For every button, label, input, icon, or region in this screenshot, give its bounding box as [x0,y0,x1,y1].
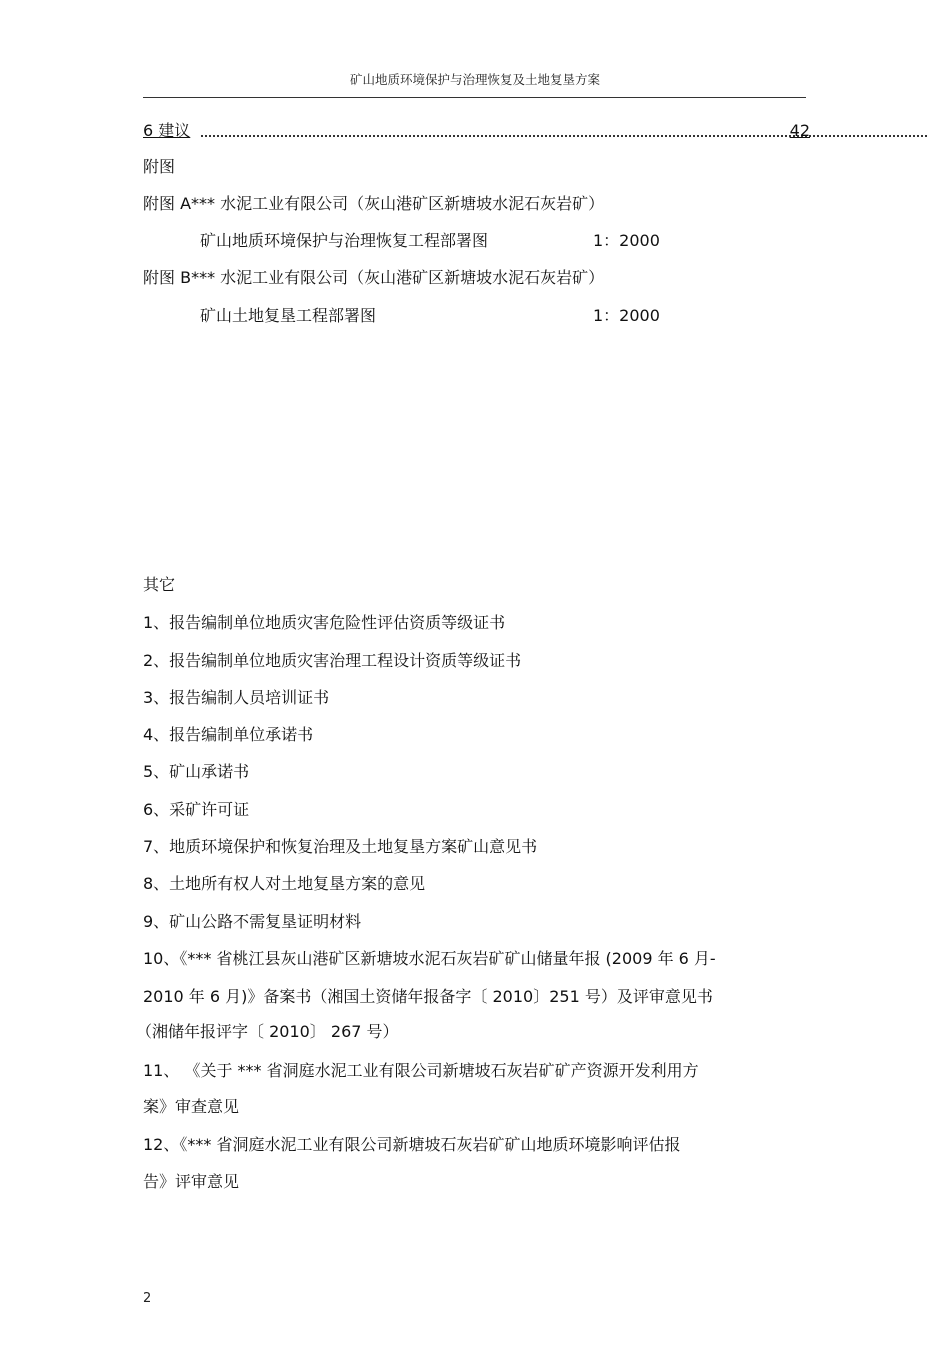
others-item-continued: （湘储年报评字〔 2010〕 267 号） [136,1022,399,1041]
others-item: 8、土地所有权人对土地复垦方案的意见 [143,874,426,893]
others-item: 3、报告编制人员培训证书 [143,688,330,707]
others-item-continued: 告》评审意见 [143,1172,240,1191]
others-item: 12、《*** 省洞庭水泥工业有限公司新塘坡石灰岩矿矿山地质环境影响评估报 [143,1135,681,1154]
appendix-figure-a-title: 附图 A*** 水泥工业有限公司（灰山港矿区新塘坡水泥石灰岩矿） [143,194,605,213]
others-item: 7、地质环境保护和恢复治理及土地复垦方案矿山意见书 [143,837,538,856]
appendix-figures-heading: 附图 [143,157,176,176]
appendix-figure-a-subtitle: 矿山地质环境保护与治理恢复工程部署图 [200,231,489,250]
others-item: 2、报告编制单位地质灾害治理工程设计资质等级证书 [143,651,522,670]
appendix-figure-b-title: 附图 B*** 水泥工业有限公司（灰山港矿区新塘坡水泥石灰岩矿） [143,268,605,287]
running-header-title: 矿山地质环境保护与治理恢复及土地复垦方案 [349,72,600,87]
others-item-continued: 2010 年 6 月)》备案书（湘国土资储年报备字〔 2010〕251 号）及评审意见书 [143,987,713,1006]
toc-leader-dots [201,135,927,137]
others-item: 11、 《关于 *** 省洞庭水泥工业有限公司新塘坡石灰岩矿矿产资源开发利用方 [143,1061,699,1080]
others-item: 10、《*** 省桃江县灰山港矿区新塘坡水泥石灰岩矿矿山储量年报 (2009 年 6 月- [143,949,716,968]
others-item: 1、报告编制单位地质灾害危险性评估资质等级证书 [143,613,506,632]
toc-entry-label[interactable]: 6 建议 [143,121,191,140]
appendix-figure-a-scale: 1：2000 [593,231,660,250]
others-item: 9、矿山公路不需复垦证明材料 [143,912,362,931]
others-heading: 其它 [143,575,176,594]
toc-entry[interactable] [143,120,808,142]
others-item: 4、报告编制单位承诺书 [143,725,314,744]
appendix-figure-b-subtitle: 矿山土地复垦工程部署图 [200,306,377,325]
others-item: 5、矿山承诺书 [143,762,250,781]
header-rule [143,97,806,98]
others-item: 6、采矿许可证 [143,800,250,819]
appendix-figure-b-scale: 1：2000 [593,306,660,325]
page-number: 2 [143,1291,152,1306]
toc-entry-page[interactable]: 42 [789,121,810,140]
others-item-continued: 案》审查意见 [143,1097,240,1116]
